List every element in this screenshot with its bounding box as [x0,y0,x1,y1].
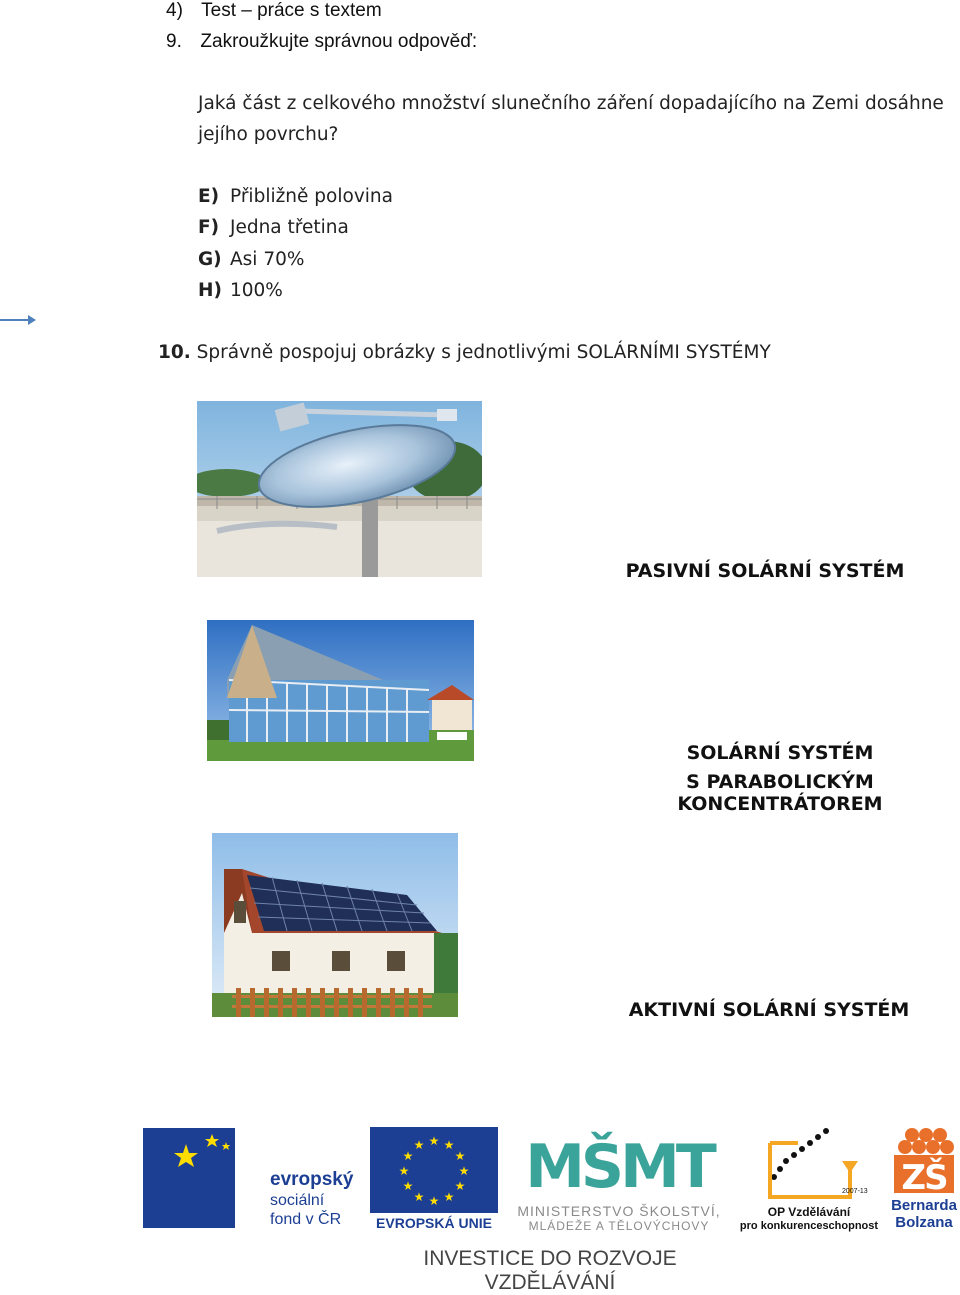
footer-tagline: INVESTICE DO ROZVOJE VZDĚLÁVÁNÍ [423,1247,677,1294]
eu-flag-logo [370,1127,498,1235]
bb-line2: Bolzana [895,1214,953,1231]
msmt-line1: MINISTERSTVO ŠKOLSTVÍ, [517,1203,721,1219]
q9-text-line1: Jaká část z celkového množství slunečního záření dopadajícího na Zemi dosáhne [198,93,944,114]
option-text: Asi 70% [230,249,305,270]
bb-line1: Bernarda [891,1197,957,1214]
msmt-line2: MLÁDEŽE A TĚLOVÝCHOVY [528,1219,710,1233]
svg-text:★: ★ [398,1164,410,1178]
option-g[interactable] [198,249,304,270]
option-h[interactable] [198,280,283,301]
op-vzdelavani-logo [738,1125,880,1235]
q10-number: 10. [158,342,191,363]
zs-bernarda-bolzana-logo [888,1125,960,1235]
svg-text:★: ★ [458,1164,470,1178]
svg-text:★: ★ [454,1179,466,1193]
esf-logo [140,1126,365,1234]
svg-text:★: ★ [402,1179,414,1193]
label-active-system[interactable]: AKTIVNÍ SOLÁRNÍ SYSTÉM [628,999,910,1021]
svg-text:★: ★ [402,1149,414,1163]
op-line1: OP Vzdělávání [767,1205,851,1219]
q9-instruction: Zakroužkujte správnou odpověď: [200,31,478,52]
svg-text:★: ★ [413,1138,425,1152]
msmt-logo [508,1125,730,1235]
q9-heading [166,31,477,53]
svg-text:ZŠ: ZŠ [901,1158,947,1195]
solar-panel-house-photo[interactable] [212,833,458,1017]
esf-text-line3: fond v ČR [270,1211,342,1228]
option-text: 100% [230,280,283,301]
svg-text:esf: esf [141,1171,222,1234]
q10-heading [158,342,771,363]
eu-label: EVROPSKÁ UNIE [376,1215,492,1231]
svg-text:★: ★ [443,1138,455,1152]
option-letter: F) [198,217,220,238]
op-line2: pro konkurenceschopnost [739,1220,879,1232]
svg-text:★: ★ [428,1134,440,1148]
option-e[interactable] [198,186,393,207]
label-parabolic-line2: S PARABOLICKÝM KONCENTRÁTOREM [677,771,883,815]
q10-text: Správně pospojuj obrázky s jednotlivými SOLÁRNÍMI SYSTÉMY [196,342,771,363]
label-parabolic-line1: SOLÁRNÍ SYSTÉM [686,742,874,764]
svg-text:★: ★ [428,1194,440,1208]
arrow-right-icon [0,312,40,328]
label-passive-system[interactable]: PASIVNÍ SOLÁRNÍ SYSTÉM [625,560,905,582]
q9-text-line2: jejího povrchu? [198,124,339,145]
svg-text:MŠMT: MŠMT [525,1132,713,1202]
svg-text:★: ★ [454,1149,466,1163]
option-text: Přibližně polovina [230,186,393,207]
glass-house-photo[interactable] [207,620,474,761]
section-heading [166,0,382,22]
svg-text:2007-13: 2007-13 [842,1188,868,1195]
label-parabolic-system[interactable] [590,742,960,815]
esf-text-line2: sociální [270,1192,325,1209]
option-letter: E) [198,186,220,207]
option-text: Jedna třetina [230,217,349,238]
svg-text:★: ★ [413,1190,425,1204]
svg-text:★: ★ [443,1190,455,1204]
esf-text-line1: evropský [270,1169,354,1190]
option-f[interactable] [198,217,349,238]
section-number: 4) [166,0,183,21]
option-letter: G) [198,249,222,270]
parabolic-dish-photo[interactable] [197,401,482,577]
section-title: Test – práce s textem [201,0,382,21]
q9-number: 9. [166,31,182,52]
option-letter: H) [198,280,222,301]
